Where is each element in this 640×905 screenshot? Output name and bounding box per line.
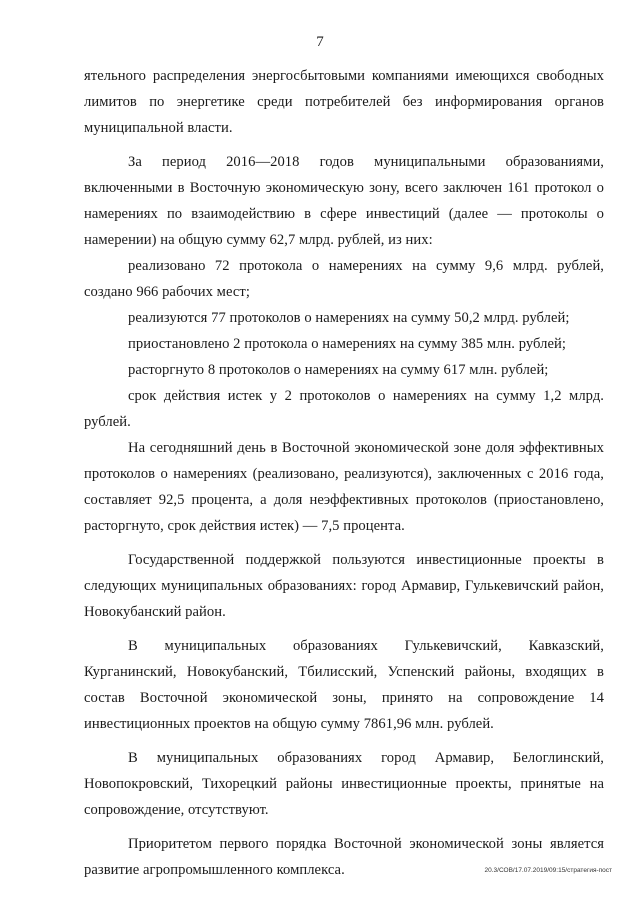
document-body xyxy=(84,63,604,883)
paragraph-state-support: Государственной поддержкой пользуются инвестиционные проекты в следующих муниципальных образованиях: город Армавир, Гулькевичский район, Новокубанский район. xyxy=(84,552,604,620)
paragraph-no-projects: В муниципальных образованиях город Армавир, Белоглинский, Новопокровский, Тихорецкий районы инвестиционные проекты, принятые на сопровождение, отсутствуют. xyxy=(84,750,604,818)
page-number: 7 xyxy=(316,34,324,50)
list-item-suspended: приостановлено 2 протокола о намерениях на сумму 385 млн. рублей; xyxy=(128,336,566,352)
paragraph-efficiency-share: На сегодняшний день в Восточной экономической зоне доля эффективных протоколов о намерениях (реализовано, реализуются), заключенных с 2016 года, составляет 92,5 процента, а доля неэффективных протоколов (приостановлено, расторгнуто, срок действия истек) — 7,5 процента. xyxy=(84,440,604,534)
footer-document-code: 20.3/СОВ/17.07.2019/09:15/стратегия-пост xyxy=(484,867,612,874)
list-item-in-progress: реализуются 77 протоколов о намерениях на сумму 50,2 млрд. рублей; xyxy=(128,310,570,326)
paragraph-continuation: ятельного распределения энергосбытовыми компаниями имеющихся свободных лимитов по энергетике среди потребителей без информирования органов муниципальной власти. xyxy=(84,68,604,136)
list-item-realized: реализовано 72 протокола о намерениях на сумму 9,6 млрд. рублей, создано 966 рабочих мест; xyxy=(84,258,604,300)
paragraph-period-summary: За период 2016—2018 годов муниципальными образованиями, включенными в Восточную экономическую зону, всего заключен 161 протокол о намерениях по взаимодействию в сфере инвестиций (далее — протоколы о намерении) на общую сумму 62,7 млрд. рублей, из них: xyxy=(84,154,604,248)
paragraph-priority: Приоритетом первого порядка Восточной экономической зоны является развитие агропромышленного комплекса. xyxy=(84,836,604,878)
list-item-expired: срок действия истек у 2 протоколов о намерениях на сумму 1,2 млрд. рублей. xyxy=(84,388,604,430)
paragraph-accompanied-projects: В муниципальных образованиях Гулькевичский, Кавказский, Курганинский, Новокубанский, Тбилисский, Успенский районы, входящих в состав Восточной экономической зоны, принято на сопровождение 14 инвестиционных проектов на общую сумму 7861,96 млн. рублей. xyxy=(84,638,604,732)
list-item-terminated: расторгнуто 8 протоколов о намерениях на сумму 617 млн. рублей; xyxy=(128,362,549,378)
